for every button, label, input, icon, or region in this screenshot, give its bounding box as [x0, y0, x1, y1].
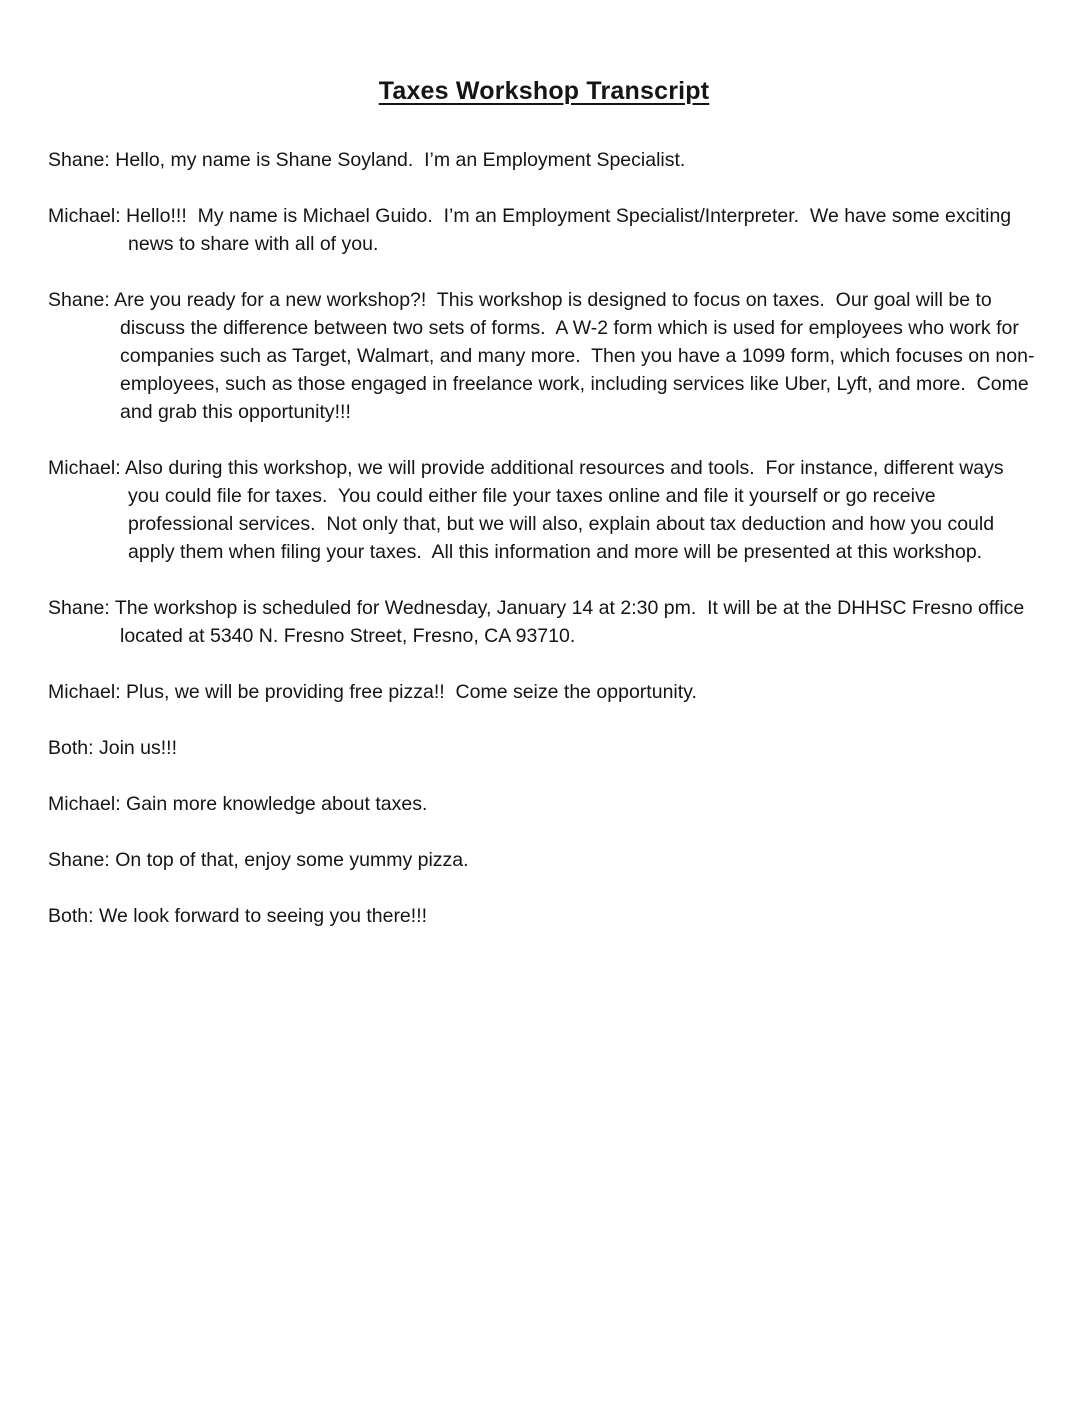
- transcript-paragraph: [48, 734, 1040, 762]
- paragraph-text: Hello, my name is Shane Soyland. I’m an Employment Specialist.: [115, 149, 686, 171]
- transcript-paragraph: [48, 286, 1040, 426]
- transcript-paragraph: [48, 902, 1040, 930]
- speaker-label: Michael:: [48, 681, 121, 703]
- speaker-label: Shane:: [48, 289, 110, 311]
- paragraph-text: Gain more knowledge about taxes.: [126, 793, 428, 815]
- speaker-label: Shane:: [48, 849, 110, 871]
- speaker-label: Michael:: [48, 205, 121, 227]
- transcript-paragraph: [48, 202, 1040, 258]
- document-title: Taxes Workshop Transcript: [378, 77, 710, 105]
- transcript-paragraph: [48, 678, 1040, 706]
- paragraph-text: Plus, we will be providing free pizza!! Come seize the opportunity.: [126, 681, 697, 703]
- paragraph-text: Are you ready for a new workshop?! This workshop is designed to focus on taxes. Our goal will be to discuss the difference between two sets of forms. A W-2 form which is used for employees who work for companies such as Target, Walmart, and many more. Then you have a 1099 form, which focuses on non-employees, such as those engaged in freelance work, including services like Uber, Lyft, and more. Come and grab this opportunity!!!: [114, 289, 1035, 423]
- speaker-label: Both:: [48, 737, 94, 759]
- paragraph-text: Hello!!! My name is Michael Guido. I’m an Employment Specialist/Interpreter. We have some exciting news to share with all of you.: [126, 205, 1017, 255]
- paragraph-text: The workshop is scheduled for Wednesday, January 14 at 2:30 pm. It will be at the DHHSC Fresno office located at 5340 N. Fresno Street, Fresno, CA 93710.: [114, 597, 1030, 647]
- paragraph-text: We look forward to seeing you there!!!: [98, 905, 428, 927]
- paragraph-text: Join us!!!: [98, 737, 178, 759]
- transcript-paragraph: [48, 594, 1040, 650]
- transcript-paragraph: [48, 790, 1040, 818]
- paragraph-text: On top of that, enjoy some yummy pizza.: [115, 849, 469, 871]
- speaker-label: Michael:: [48, 793, 121, 815]
- transcript-paragraph: [48, 846, 1040, 874]
- speaker-label: Shane:: [48, 597, 110, 619]
- transcript-paragraph: [48, 146, 1040, 174]
- speaker-label: Shane:: [48, 149, 110, 171]
- paragraph-text: Also during this workshop, we will provide additional resources and tools. For instance, different ways you could file for taxes. You could either file your taxes online and file it yourself or go receive professional services. Not only that, but we will also, explain about tax deduction and how you could apply them when filing your taxes. All this information and more will be presented at this workshop.: [124, 457, 1010, 563]
- speaker-label: Both:: [48, 905, 94, 927]
- speaker-label: Michael:: [48, 457, 121, 479]
- transcript-paragraph: [48, 454, 1040, 566]
